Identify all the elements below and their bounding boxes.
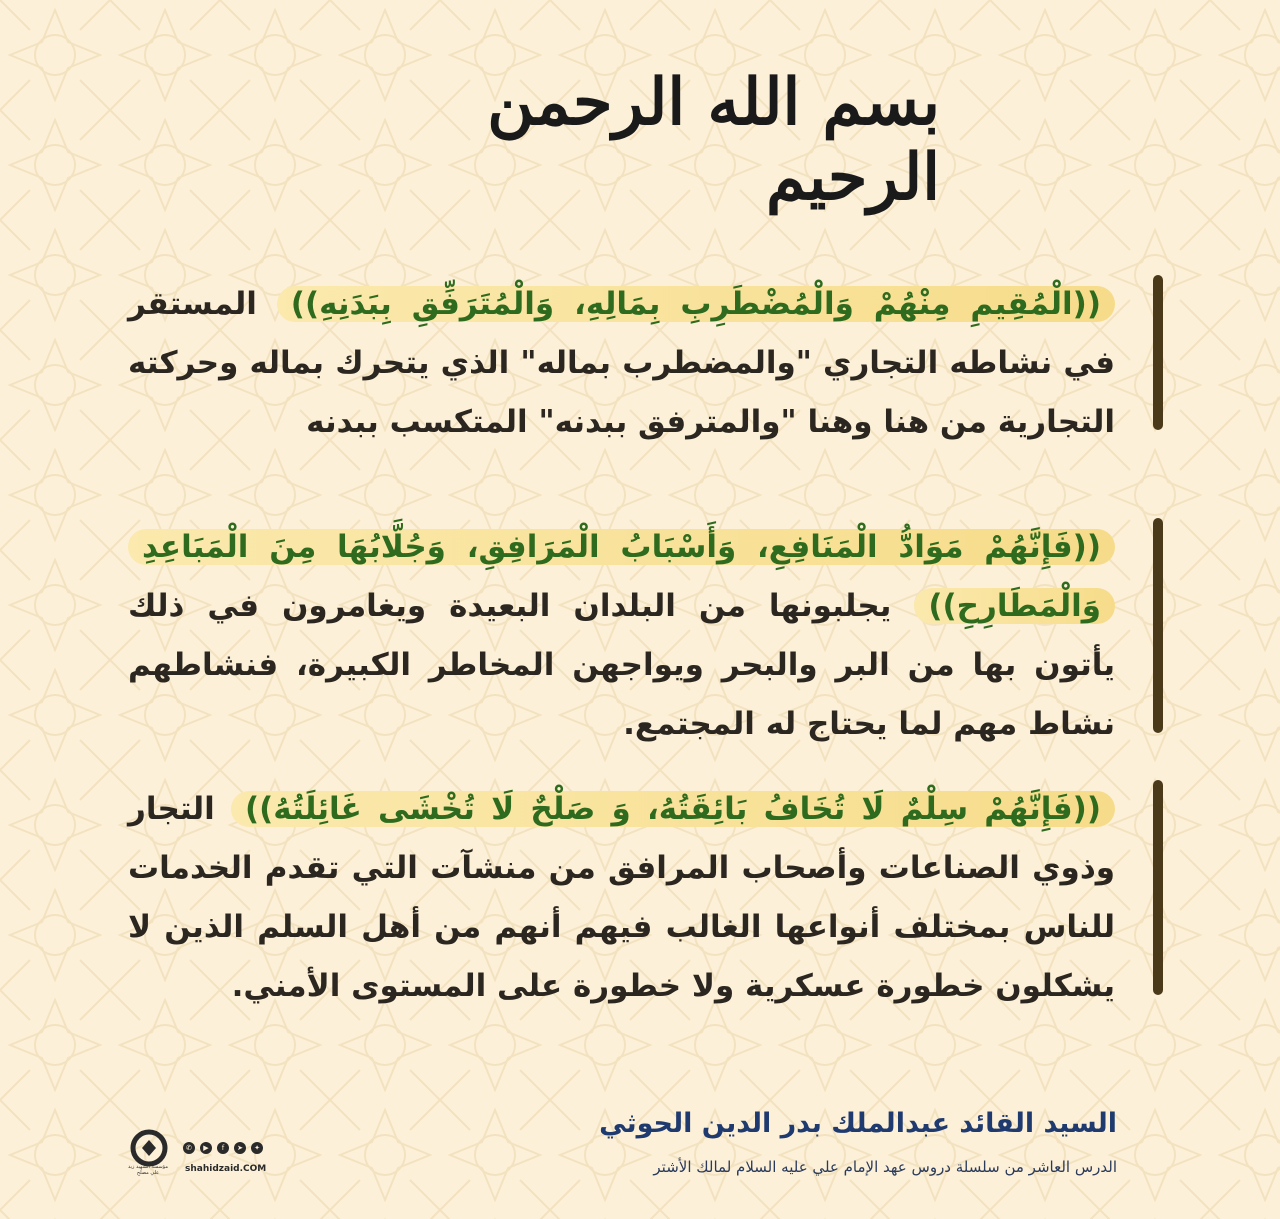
quote-section-1	[128, 275, 1163, 440]
quote-highlight: ((الْمُقِيمِ مِنْهُمْ وَالْمُضْطَرِبِ بِمَالِهِ، وَالْمُتَرَفِّقِ بِبَدَنِهِ))	[277, 286, 1115, 322]
commentary-text: التجار وذوي الصناعات وأصحاب المرافق من منشآت التي تقدم الخدمات للناس بمختلف أنواعها الغالب فيهم أنهم من أهل السلم الذين لا يشكلون خطورة عسكرية ولا خطورة على المستوى الأمني.	[128, 791, 1115, 1004]
quote-section-2	[128, 518, 1163, 742]
section-paragraph	[128, 780, 1115, 1016]
youtube-icon[interactable]: ▶	[200, 1142, 212, 1154]
telegram-icon[interactable]: ➤	[234, 1142, 246, 1154]
speaker-name: السيد القائد عبدالملك بدر الدين الحوثي	[599, 1108, 1117, 1139]
section-bar	[1153, 275, 1163, 430]
section-bar	[1153, 518, 1163, 733]
social-icons	[183, 1142, 263, 1154]
commentary-text: المستقر في نشاطه التجاري "والمضطرب بماله" الذي يتحرك بماله وحركته التجارية من هنا وهنا "والمترفق ببدنه" المتكسب ببدنه	[128, 286, 1115, 440]
quote-highlight: ((فَإِنَّهُمْ مَوَادُّ الْمَنَافِعِ، وَأَسْبَابُ الْمَرَافِقِ، وَجُلَّابُهَا مِنَ الْمَبَاعِدِ وَالْمَطَارِحِ))	[128, 529, 1115, 624]
lesson-series: الدرس العاشر من سلسلة دروس عهد الإمام علي عليه السلام لمالك الأشتر	[653, 1158, 1117, 1176]
twitter-icon[interactable]: ✦	[251, 1142, 263, 1154]
commentary-text: يجلبونها من البلدان البعيدة ويغامرون في ذلك يأتون بها من البر والبحر ويواجهن المخاطر الكبيرة، فنشاطهم نشاط مهم لما يحتاج له المجتمع.	[128, 588, 1115, 742]
facebook-icon[interactable]: f	[217, 1142, 229, 1154]
website-link[interactable]: shahidzaid.COM	[185, 1164, 267, 1174]
logo-caption: مؤسسة الشهيد زيد علي مصلح	[128, 1164, 169, 1176]
section-paragraph	[128, 518, 1115, 754]
section-bar	[1153, 780, 1163, 995]
basmala-calligraphy	[340, 65, 940, 215]
quote-section-3	[128, 780, 1163, 1004]
section-paragraph	[128, 275, 1115, 452]
quote-highlight: ((فَإِنَّهُمْ سِلْمٌ لَا تُخَافُ بَائِقَتُهُ، وَ صَلْحٌ لَا تُخْشَى غَائِلَتُهُ))	[231, 791, 1115, 827]
whatsapp-icon[interactable]: ✆	[183, 1142, 195, 1154]
basmala-text: بسم الله الرحمن الرحيم	[487, 65, 940, 215]
